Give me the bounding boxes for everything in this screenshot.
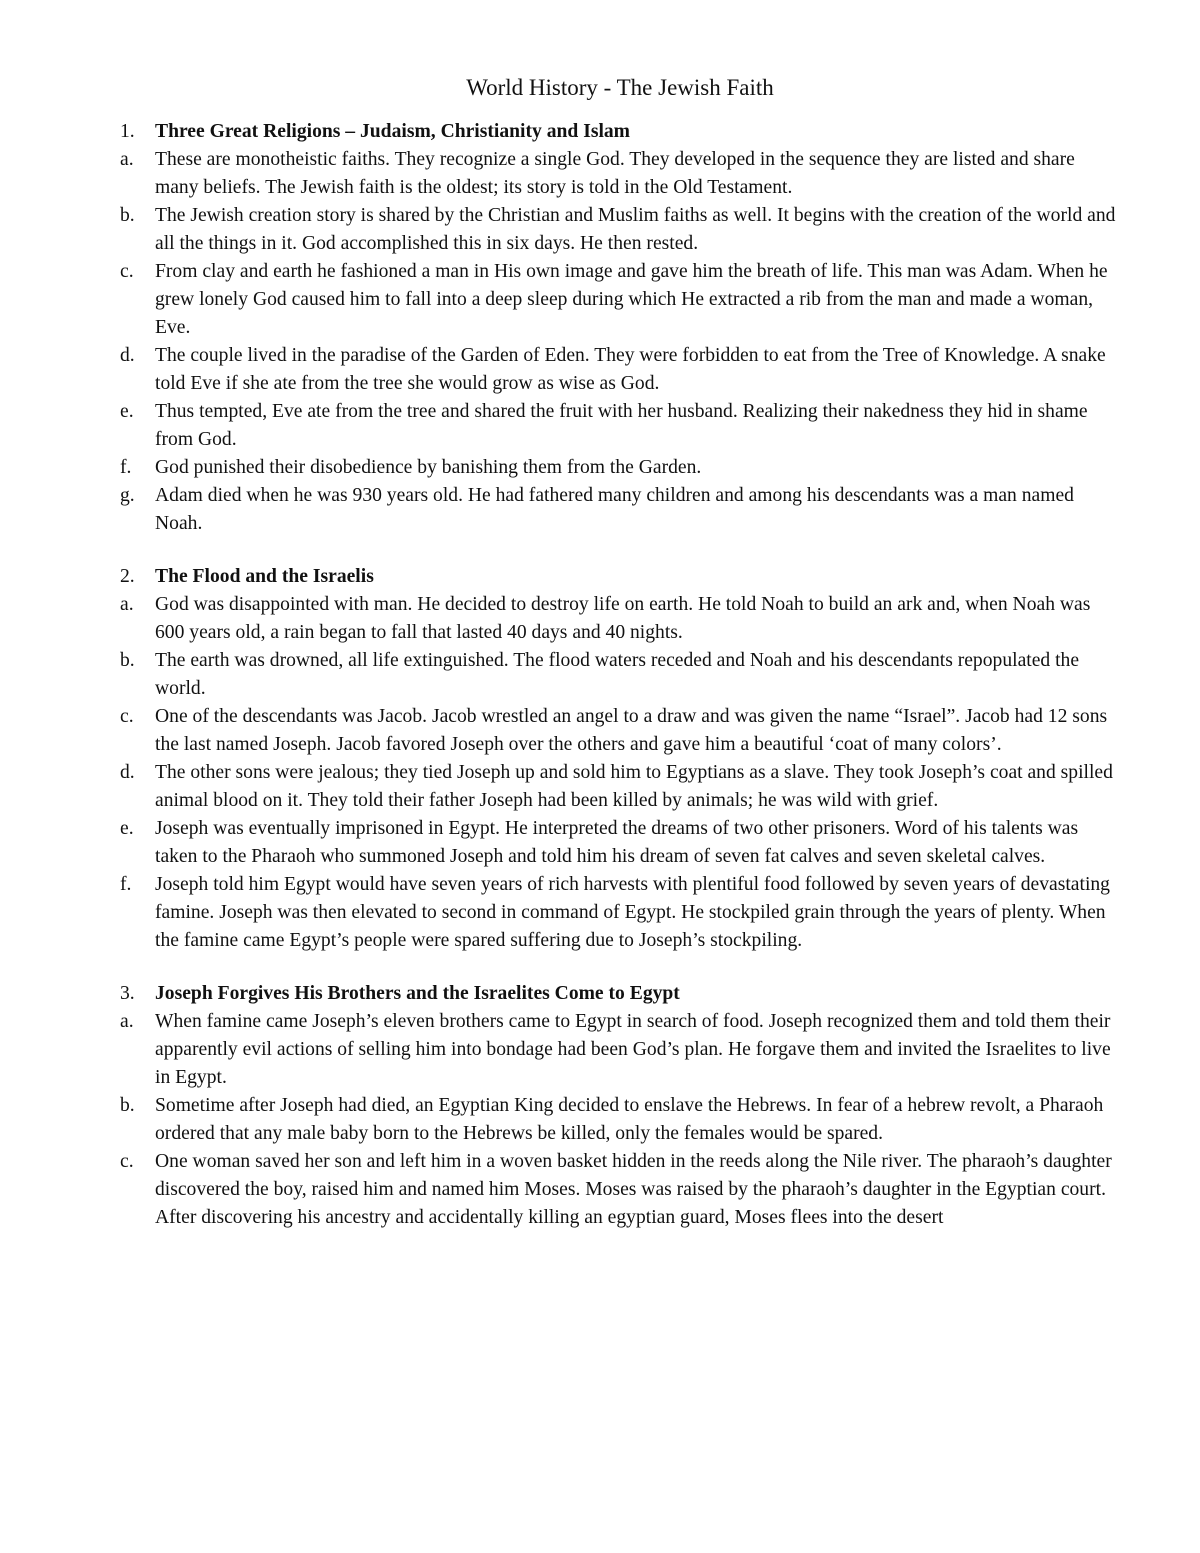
item-text: Thus tempted, Eve ate from the tree and shared the fruit with her husband. Realizing their nakedness they hid in shame from God.: [155, 401, 1088, 450]
list-item: [120, 258, 1120, 342]
item-letter: b.: [120, 205, 135, 226]
section-title: Three Great Religions – Judaism, Christianity and Islam: [155, 121, 631, 142]
document-page: [120, 72, 1120, 1232]
section-title: The Flood and the Israelis: [155, 566, 374, 587]
section-1: [120, 118, 1120, 538]
list-item: [120, 146, 1120, 202]
item-text: When famine came Joseph’s eleven brothers came to Egypt in search of food. Joseph recognized them and told them their apparently evil actions of selling him into bondage had been God’s plan. He forgave them and invited the Israelites to live in Egypt.: [155, 1011, 1111, 1088]
list-item: [120, 759, 1120, 815]
section-number: 2.: [120, 566, 135, 587]
document-title: World History - The Jewish Faith: [466, 75, 774, 100]
item-letter: b.: [120, 1095, 135, 1116]
list-item: [120, 647, 1120, 703]
section-heading: [120, 563, 1120, 591]
item-letter: d.: [120, 762, 135, 783]
list-item: [120, 1008, 1120, 1092]
list-item: [120, 871, 1120, 955]
item-letter: c.: [120, 261, 134, 282]
section-heading: [120, 118, 1120, 146]
section-number: 1.: [120, 121, 135, 142]
item-text: The couple lived in the paradise of the Garden of Eden. They were forbidden to eat from the Tree of Knowledge. A snake told Eve if she ate from the tree she would grow as wise as God.: [155, 345, 1106, 394]
section-3: [120, 980, 1120, 1232]
list-item: [120, 202, 1120, 258]
list-item: [120, 703, 1120, 759]
list-item: [120, 398, 1120, 454]
list-item: [120, 815, 1120, 871]
item-letter: c.: [120, 706, 134, 727]
section-2: [120, 563, 1120, 955]
item-letter: a.: [120, 1011, 134, 1032]
section-number: 3.: [120, 983, 135, 1004]
item-text: God was disappointed with man. He decided to destroy life on earth. He told Noah to build an ark and, when Noah was 600 years old, a rain began to fall that lasted 40 days and 40 nights.: [155, 594, 1091, 643]
item-letter: g.: [120, 485, 135, 506]
item-text: Joseph told him Egypt would have seven years of rich harvests with plentiful food followed by seven years of devastating famine. Joseph was then elevated to second in command of Egypt. He stockpiled grain through the years of plenty. When the famine came Egypt’s people were spared suffering due to Joseph’s stockpiling.: [155, 874, 1110, 951]
item-text: Adam died when he was 930 years old. He had fathered many children and among his descendants was a man named Noah.: [155, 485, 1074, 534]
item-letter: e.: [120, 818, 134, 839]
item-letter: f.: [120, 457, 132, 478]
section-heading: [120, 980, 1120, 1008]
item-text: The Jewish creation story is shared by the Christian and Muslim faiths as well. It begins with the creation of the world and all the things in it. God accomplished this in six days. He then rested.: [155, 205, 1116, 254]
list-item: [120, 1148, 1120, 1232]
item-text: From clay and earth he fashioned a man in His own image and gave him the breath of life. This man was Adam. When he grew lonely God caused him to fall into a deep sleep during which He extracted a rib from the man and made a woman, Eve.: [155, 261, 1108, 338]
item-letter: f.: [120, 874, 132, 895]
item-letter: b.: [120, 650, 135, 671]
item-letter: c.: [120, 1151, 134, 1172]
item-letter: a.: [120, 149, 134, 170]
item-letter: a.: [120, 594, 134, 615]
item-text: God punished their disobedience by banishing them from the Garden.: [155, 457, 702, 478]
list-item: [120, 482, 1120, 538]
item-letter: d.: [120, 345, 135, 366]
list-item: [120, 454, 1120, 482]
item-text: Joseph was eventually imprisoned in Egypt. He interpreted the dreams of two other prisoners. Word of his talents was taken to the Pharaoh who summoned Joseph and told him his dream of seven fat calves and seven skeletal calves.: [155, 818, 1079, 867]
item-text: The other sons were jealous; they tied Joseph up and sold him to Egyptians as a slave. They took Joseph’s coat and spilled animal blood on it. They told their father Joseph had been killed by animals; he was wild with grief.: [155, 762, 1113, 811]
list-item: [120, 591, 1120, 647]
list-item: [120, 1092, 1120, 1148]
list-item: [120, 342, 1120, 398]
item-letter: e.: [120, 401, 134, 422]
item-text: One woman saved her son and left him in a woven basket hidden in the reeds along the Nile river. The pharaoh’s daughter discovered the boy, raised him and named him Moses. Moses was raised by the pharaoh’s daughter in the Egyptian court. After discovering his ancestry and accidentally killing an egyptian guard, Moses flees into the desert: [155, 1151, 1112, 1228]
item-text: Sometime after Joseph had died, an Egyptian King decided to enslave the Hebrews. In fear of a hebrew revolt, a Pharaoh ordered that any male baby born to the Hebrews be killed, only the females would be spared.: [155, 1095, 1104, 1144]
item-text: One of the descendants was Jacob. Jacob wrestled an angel to a draw and was given the name “Israel”. Jacob had 12 sons the last named Joseph. Jacob favored Joseph over the others and gave him a beautiful ‘coat of many colors’.: [155, 706, 1108, 755]
item-text: These are monotheistic faiths. They recognize a single God. They developed in the sequence they are listed and share many beliefs. The Jewish faith is the oldest; its story is told in the Old Testament.: [155, 149, 1075, 198]
section-title: Joseph Forgives His Brothers and the Israelites Come to Egypt: [155, 983, 680, 1004]
item-text: The earth was drowned, all life extinguished. The flood waters receded and Noah and his descendants repopulated the world.: [155, 650, 1080, 699]
